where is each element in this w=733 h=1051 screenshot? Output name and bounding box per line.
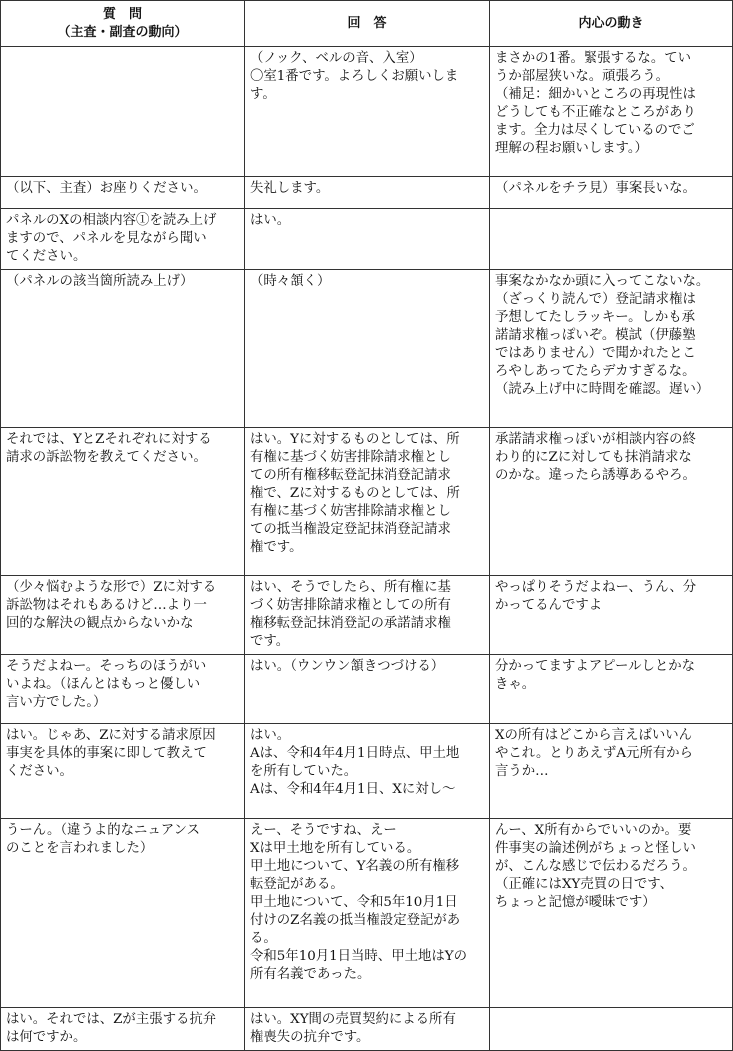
answer-cell xyxy=(245,576,490,655)
text-line: 事案なかなか頭に入ってこないな。 xyxy=(495,274,710,289)
answer-cell xyxy=(245,270,490,428)
text-line: 令和5年10月1日当時、甲土地はYの xyxy=(250,949,467,964)
text-line: うーん。（違うよ的なニュアンス xyxy=(6,823,201,838)
answer-cell xyxy=(245,724,490,819)
text-line: いよね。（ほんとはもっと優しい xyxy=(6,677,201,692)
question-cell xyxy=(1,428,245,576)
text-line: んー、X所有からでいいのか。要 xyxy=(495,823,692,838)
table-row xyxy=(1,819,733,1008)
text-line: それでは、YとZそれぞれに対する xyxy=(6,432,212,447)
text-line: はい。それでは、Zが主張する抗弁 xyxy=(6,1012,217,1027)
text-line: のことを言われました） xyxy=(6,841,154,856)
text-line: を所有していた。 xyxy=(250,764,358,779)
text-line: うか部屋狭いな。頑張ろう。 xyxy=(495,69,670,84)
inner-thought-cell xyxy=(490,655,733,724)
table-row xyxy=(1,428,733,576)
answer-cell xyxy=(245,1008,490,1051)
text-line: きゃ。 xyxy=(495,677,536,692)
text-line: 回的な解決の観点からないかな xyxy=(6,616,194,631)
question-cell xyxy=(1,819,245,1008)
table-row xyxy=(1,576,733,655)
text-line: （ざっくり読んで）登記請求権は xyxy=(495,292,696,307)
inner-thought-cell xyxy=(490,576,733,655)
text-line: 分かってますよアピールしとかな xyxy=(495,659,696,674)
text-line: （補足：細かいところの再現性は xyxy=(495,87,696,102)
text-line: （少々悩むような形で）Zに対する xyxy=(6,580,217,595)
text-line: 甲土地について、Y名義の所有権移 xyxy=(250,859,460,874)
question-cell xyxy=(1,724,245,819)
text-line: はい。XY間の売買契約による所有 xyxy=(250,1012,456,1027)
inner-thought-cell xyxy=(490,209,733,270)
text-line: Aは、令和4年4月1日時点、甲土地 xyxy=(250,746,460,761)
text-line: はい、そうでしたら、所有権に基 xyxy=(250,580,451,595)
question-cell xyxy=(1,177,245,209)
text-line: はい。（ウンウン頷きつづける） xyxy=(250,659,445,674)
text-line: わり的にZに対しても抹消請求な xyxy=(495,450,692,465)
answer-cell xyxy=(245,177,490,209)
text-line: ての抵当権設定登記抹消登記請求 xyxy=(250,522,451,537)
text-line: （パネルの該当箇所読み上げ） xyxy=(6,274,194,289)
text-line: はい。 xyxy=(250,213,291,228)
text-line: （以下、主査）お座りください。 xyxy=(6,181,207,196)
question-cell xyxy=(1,655,245,724)
text-line: 言い方でした。） xyxy=(6,695,107,710)
text-line: 付けのZ名義の抵当権設定登記があ xyxy=(250,913,461,928)
text-line: （読み上げ中に時間を確認。遅い） xyxy=(495,382,710,397)
answer-cell xyxy=(245,655,490,724)
table-row xyxy=(1,270,733,428)
text-line: です。 xyxy=(250,634,290,649)
text-line: 有権に基づく妨害排除請求権とし xyxy=(250,450,451,465)
question-cell xyxy=(1,270,245,428)
text-line: ての所有権移転登記抹消登記請求 xyxy=(250,468,451,483)
text-line: えー、そうですね、えー xyxy=(250,823,397,838)
text-line: ください。 xyxy=(6,764,73,779)
inner-thought-cell xyxy=(490,724,733,819)
text-line: ではありません）で聞かれたとこ xyxy=(495,346,696,361)
question-header xyxy=(1,1,245,47)
table-row xyxy=(1,724,733,819)
table-row xyxy=(1,177,733,209)
answer-cell xyxy=(245,209,490,270)
text-line: ちょっと記憶が曖昧です） xyxy=(495,895,656,910)
table-row xyxy=(1,1008,733,1051)
header-row xyxy=(1,1,733,47)
text-line: 有権に基づく妨害排除請求権とし xyxy=(250,504,451,519)
text-line: かってるんですよ xyxy=(495,598,603,613)
text-line: はい。Yに対するものとしては、所 xyxy=(250,432,460,447)
table-row xyxy=(1,47,733,177)
text-line: 件事実の論述例がちょっと怪しい xyxy=(495,841,696,856)
text-line: Aは、令和4年4月1日、Xに対し～ xyxy=(250,782,456,797)
inner-thought-cell xyxy=(490,819,733,1008)
text-line: 権移転登記抹消登記の承諾請求権 xyxy=(250,616,451,631)
text-line: どうしても不正確なところがあり xyxy=(495,105,696,120)
text-line: はい。 xyxy=(250,728,291,743)
question-cell xyxy=(1,209,245,270)
answer-cell xyxy=(245,47,490,177)
inner-thought-cell xyxy=(490,177,733,209)
text-line: 権喪失の抗弁です。 xyxy=(250,1030,370,1045)
text-line: る。 xyxy=(250,931,277,946)
question-cell xyxy=(1,47,245,177)
text-line: が、こんな感じで伝わるだろう。 xyxy=(495,859,696,874)
text-line: 権で、Zに対するものとしては、所 xyxy=(250,486,460,501)
text-line: 訴訟物はそれもあるけど…より一 xyxy=(6,598,207,613)
text-line: やっぱりそうだよねー、うん、分 xyxy=(495,580,697,595)
text-line: （パネルをチラ見）事案長いな。 xyxy=(495,181,696,196)
text-line: （正確にはXY売買の日です、 xyxy=(495,877,673,892)
inner-thought-cell xyxy=(490,47,733,177)
text-line: づく妨害排除請求権としての所有 xyxy=(250,598,451,613)
table-row xyxy=(1,655,733,724)
text-line: はい。じゃあ、Zに対する請求原因 xyxy=(6,728,216,743)
text-line: Xの所有はどこから言えばいいん xyxy=(495,728,693,743)
text-line: やこれ。とりあえずA元所有から xyxy=(495,746,693,761)
text-line: 失礼します。 xyxy=(250,181,330,196)
text-line: 事実を具体的事案に即して教えて xyxy=(6,746,207,761)
text-line: （時々頷く） xyxy=(250,274,331,289)
answer-cell xyxy=(245,819,490,1008)
answer-cell xyxy=(245,428,490,576)
text-line: ろやしあってたらデカすぎるな。 xyxy=(495,364,696,379)
text-line: 承諾請求権っぽいが相談内容の終 xyxy=(495,432,696,447)
table-row xyxy=(1,209,733,270)
text-line: パネルのXの相談内容①を読み上げ xyxy=(6,213,217,228)
question-header-title: 質 問 xyxy=(102,6,142,22)
text-line: Xは甲土地を所有している。 xyxy=(250,841,421,856)
text-line: ますので、パネルを見ながら聞い xyxy=(6,231,207,246)
text-line: まさかの1番。緊張するな。てい xyxy=(495,51,691,66)
inner-thought-cell xyxy=(490,1008,733,1051)
question-cell xyxy=(1,576,245,655)
text-line: てください。 xyxy=(6,249,87,264)
inner-thought-cell xyxy=(490,428,733,576)
text-line: そうだよねー。そっちのほうがい xyxy=(6,659,207,674)
text-line: のかな。違ったら誘導あるやろ。 xyxy=(495,468,696,483)
question-cell xyxy=(1,1008,245,1051)
text-line: 所有名義であった。 xyxy=(250,967,371,982)
text-line: 言うか… xyxy=(495,764,549,779)
text-line: 請求の訴訟物を教えてください。 xyxy=(6,450,207,465)
text-line: （ノック、ベルの音、入室） xyxy=(250,51,423,66)
text-line: 理解の程お願いします。） xyxy=(495,141,648,156)
text-line: 〇室1番です。よろしくお願いしま xyxy=(250,69,459,84)
text-line: は何ですか。 xyxy=(6,1030,87,1045)
text-line: ます。全力は尽くしているのでご xyxy=(495,123,695,138)
question-header-subtitle: （主査・副査の動向） xyxy=(57,24,188,40)
text-line: す。 xyxy=(250,87,276,102)
text-line: 権です。 xyxy=(250,540,303,555)
inner-thought-cell xyxy=(490,270,733,428)
answer-header: 回 答 xyxy=(245,1,490,47)
inner-thoughts-header: 内心の動き xyxy=(490,1,733,47)
text-line: 予想してたしラッキー。しかも承 xyxy=(495,310,696,325)
text-line: 甲土地について、令和5年10月1日 xyxy=(250,895,458,910)
text-line: 転登記がある。 xyxy=(250,877,344,892)
text-line: 諾請求権っぽいぞ。模試（伊藤塾 xyxy=(495,328,696,343)
